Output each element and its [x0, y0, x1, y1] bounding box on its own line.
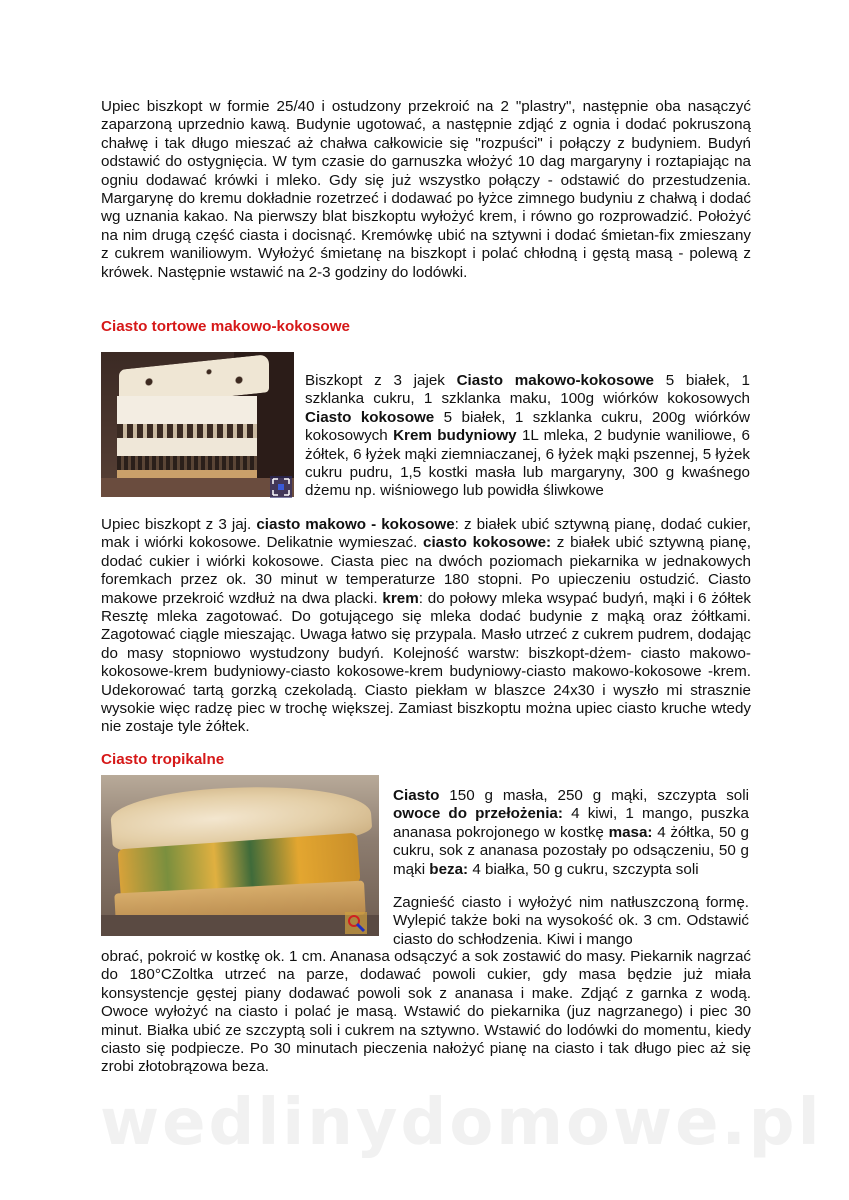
text-run: 4 białka, 50 g cukru, szczypta soli: [468, 860, 699, 878]
text-run: 150 g masła, 250 g mąki, szczypta soli: [439, 787, 749, 804]
text-run: 5 białek, 1 szklanka cukru, 1 szklanka maku, 100g wiórków kokosowych: [305, 372, 750, 408]
bold-term: beza:: [429, 860, 469, 878]
text-run: 5 białek, 1 szklanka cukru, 200g wiórków kokosowych: [305, 408, 750, 445]
bold-term: ciasto makowo - kokosowe: [256, 516, 455, 533]
cake-photo-makowo-kokosowe: [101, 352, 294, 497]
bold-term: Ciasto: [393, 787, 440, 804]
cake-photo-tropikalne: [101, 775, 379, 936]
bold-term: masa:: [608, 823, 653, 841]
method-makowo-kokosowe: [101, 516, 751, 737]
text-run: 4 żółtka, 50 g cukru, sok z ananasa pozostały po odsączeniu, 50 g mąki: [393, 823, 749, 878]
ingredients-makowo-kokosowe: [305, 372, 750, 501]
text-run: 1L mleka, 2 budynie waniliowe, 6 żółtek, 6 łyżek mąki ziemniaczanej, 6 łyżek mąki pszennej, 5 łyżek cukru pudru, 1,5 kostki masła lub margaryny, 300 g kwaśnego dżemu np. wiśniowego lub powidła śliwkowe: [305, 427, 750, 500]
bold-term: Ciasto kokosowe: [305, 408, 435, 426]
method-tropikalne-continued: obrać, pokroić w kostkę ok. 1 cm. Ananasa odsączyć a sok zostawić do masy. Piekarnik nagrzać do 180°CZoltka utrzeć na parze, dodawać powoli cukier, gdy masa będzie już miała konsystencje gęstej piany dodawać powoli sok z ananasa i make. Zdjąć z garnka z wodą. Owoce wyłożyć na ciasto i polać je masą. Wstawić do piekarnika (juz nagrzanego) i piec 30 minut. Białka ubić ze szczyptą soli i cukrem na sztywno. Wstawić do lodówki do momentu, kiedy ciasto się podpiecze. Po 30 minutach pieczenia nałożyć pianę na ciasto i tak długo piec aż się zrobi złotobrązowa beza.: [101, 948, 751, 1076]
text-run: 4 kiwi, 1 mango, puszka ananasa pokrojonego w kostkę: [393, 805, 749, 841]
bold-term: Ciasto makowo-kokosowe: [456, 372, 654, 389]
intro-paragraph: Upiec biszkopt w formie 25/40 i ostudzony przekroić na 2 "plastry", następnie oba nasączyć zaparzoną uprzednio kawą. Budynie ugotować, a następnie zdjąć z ognia i dodać pokruszoną chałwę i tak długo mieszać aż chałwa całkowicie się "rozpuści" i połączy z budyniem. Budyń odstawić do ostygnięcia. W tym czasie do garnuszka włożyć 10 dag margaryny i roztapiając na ogniu dodawać krówki i mleko. Gdy się już wszystko połączy - odstawić do przestudzenia. Margarynę do kremu dokładnie rozetrzeć i dodawać po łyżce zimnego budyniu z chałwą i dodać wg uznania kakao. Na pierwszy blat biszkoptu wyłożyć krem, i równo go rozprowadzić. Położyć na nim drugą część ciasta i docisnąć. Kremówkę ubić na sztywni i dodać śmietan-fix zmieszany z cukrem waniliowym. Wyłożyć śmietanę na biszkopt i polać chłodną i gęstą masą - polewą z krówek. Następnie wstawić na 2-3 godziny do lodówki.: [101, 98, 751, 281]
zoom-icon[interactable]: [270, 476, 292, 498]
bold-term: ciasto kokosowe:: [423, 534, 552, 552]
method-tropikalne-start: Zagnieść ciasto i wyłożyć nim natłuszczoną formę. Wylepić także boki na wysokość ok. 3 cm. Odstawić ciasto do schłodzenia. Kiwi i mango: [393, 894, 749, 948]
bold-term: Krem budyniowy: [393, 427, 517, 445]
recipe-heading-tropikalne: Ciasto tropikalne: [101, 751, 225, 768]
text-run: Upiec biszkopt z 3 jaj.: [101, 516, 257, 533]
watermark: wedlinydomowe.pl: [100, 1086, 823, 1160]
recipe-heading-makowo-kokosowe: Ciasto tortowe makowo-kokosowe: [101, 318, 350, 335]
text-run: : z białek ubić sztywną pianę, dodać cukier, mak i wiórki kokosowe. Delikatnie wymieszać.: [101, 516, 751, 552]
text-run: Biszkopt z 3 jajek: [305, 372, 457, 389]
bold-term: owoce do przełożenia:: [393, 805, 563, 823]
bold-term: krem: [382, 589, 419, 607]
text-run: : do połowy mleka wsypać budyń, mąki i 6 żółtek Resztę mleka zagotować. Do gotującego się mleka dodać budynie z mąką oraz żółtkami. Zagotować ciągle mieszając. Uwaga łatwo się przypala. Masło utrzeć z cukrem pudrem, dodając do masy stopniowo wystudzony budyń. Kolejność warstw: biszkopt-dżem- ciasto makowo- kokosowe-krem budyniowy-ciasto kokosowe-krem budyniowy-ciasto makowo-kokosowe -krem. Udekorować tartą gorzką czekoladą. Ciasto piekłam w blaszce 24x30 i wyszło mi strasznie wysokie więc radzę piec w trochę większej. Zamiast biszkoptu można upiec ciasto kruche wtedy nie zostaje tyle żółtek.: [101, 589, 751, 736]
ingredients-tropikalne: [393, 787, 749, 879]
zoom-icon[interactable]: [345, 912, 367, 934]
text-run: z białek ubić sztywną pianę, dodać cukier i wiórki kokosowe. Ciasta piec na dwóch poziomach piekarnika w jednakowych foremkach przez ok. 30 minut w temperaturze 180 stopni. Po upieczeniu ostudzić. Ciasto makowe przekroić wzdłuż na dwa placki.: [101, 534, 751, 607]
